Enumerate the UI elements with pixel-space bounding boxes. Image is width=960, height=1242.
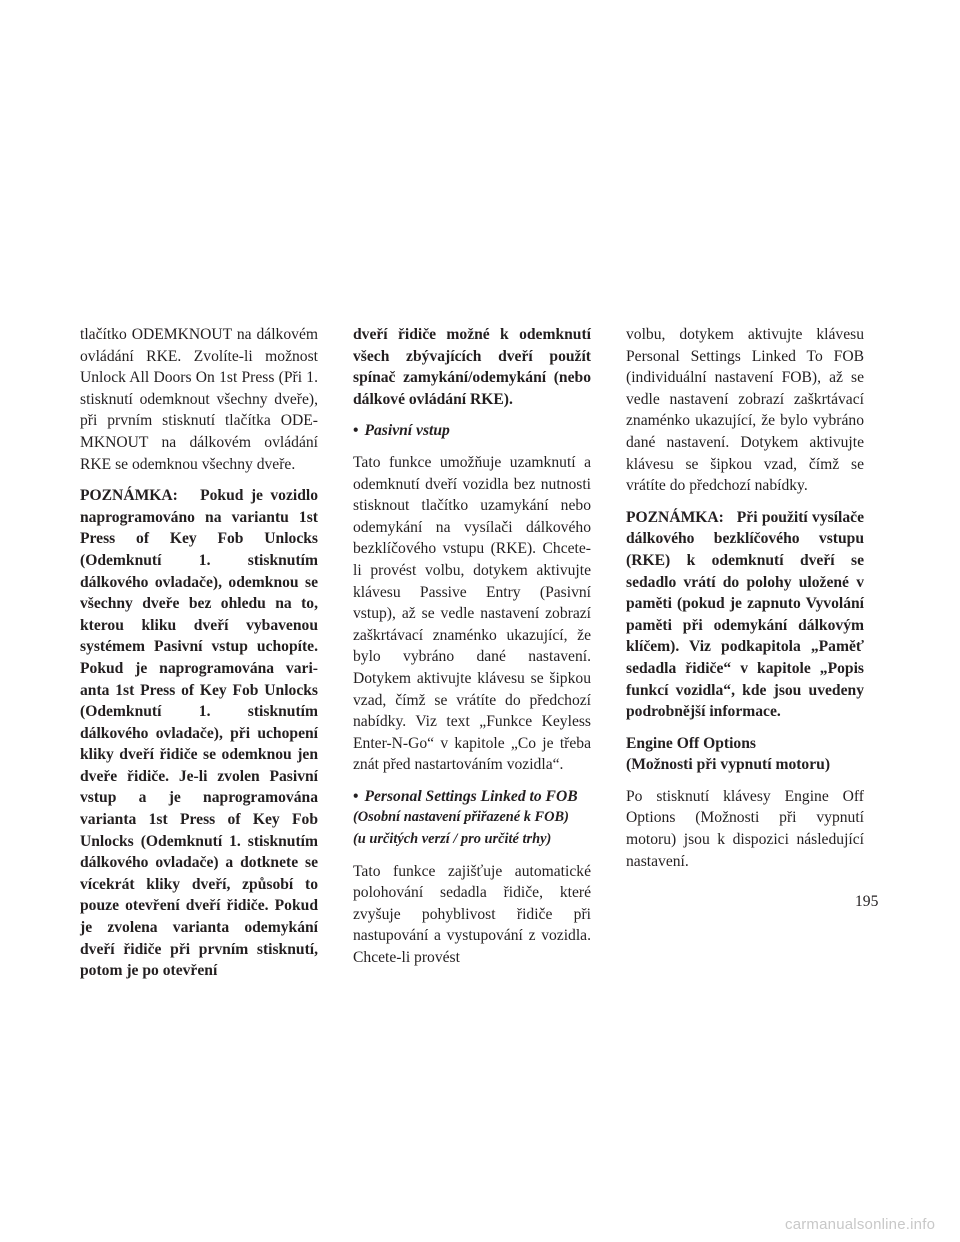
note-label: POZNÁMKA: <box>80 487 178 505</box>
bullet-title: Personal Settings Linked to FOB <box>364 787 578 805</box>
note-text: Při použití vysílače dálkového bezklíčového vstupu (RKE) k odemknutí dveří se sedadlo vrátí do polohy uložené v paměti (pokud je zapnuto Vyvolání paměti při odemykání dálkovým klíčem). Viz podkapitola „Paměť sedadla řidiče“ v kapitole „Popis funkcí vozidla“, kde jsou uvedeny podrobnější informace. <box>626 508 864 721</box>
note-label: POZNÁMKA: <box>626 508 724 526</box>
bullet-passive-entry <box>353 420 591 442</box>
bullet-dot-icon: • <box>353 787 359 805</box>
heading-line: Engine Off Options <box>626 734 756 752</box>
note-text: Pokud je vozidlo naprogramováno na variantu 1st Press of Key Fob Unlocks (Odemknutí 1. stisknutím dálkového ovladače), odemknou se všechny dveře bez ohledu na to, kterou kliku dveří vybavenou systémem Pasivní vstup uchopíte. Pokud je naprogramována varianta 1st Press of Key Fob Unlocks (Odemknutí 1. stisknutím dálkového ovladače), při uchopení kliky dveří řidiče se odemknou jen dveře řidiče. Je-li zvolen Pasivní vstup a je naprogramována varianta 1st Press of Key Fob Unlocks (Odemknutí 1. stisknutím dálkového ovladače) a dotknete se vícekrát kliky dveří, způsobí to pouze otevření dveří řidiče. Pokud je zvolena varianta odemykání dveří řidiče při prvním stisknutí, potom je po otevření <box>80 487 318 980</box>
page-number: 195 <box>855 893 879 910</box>
right-paragraph: volbu, dotykem aktivujte klávesu Personal Settings Linked To FOB (individuální nastavení FOB), až se vedle nastavení zobrazí zaškrtávací znaménko ukazující, že bylo vybráno dané nastavení. Dotykem aktivujte klávesu se šipkou vzad, čímž se vrátíte do předchozí nabídky. <box>626 326 864 495</box>
watermark: carmanualsonline.info <box>785 1216 936 1233</box>
bullet-subtitle: (Osobní nastavení přiřazené k FOB) <box>353 809 569 826</box>
left-paragraph: tlačítko ODEMKNOUT na dálkovém ovládání RKE. Zvolíte-li možnost Unlock All Doors On 1st Press (Při 1. stisknutí odemknout všechny dveře), při prvním stisknutí tlačítka ODEMKNOUT na dálkovém ovládání RKE se odemknou všechny dveře. <box>80 326 318 473</box>
passive-entry-text: Tato funkce umožňuje uzamknutí a odemknutí dveří vozidla bez nutnosti stisknout tlačítko uzamykání nebo odemykání na vysílači dálkového bezklíčového vstupu (RKE). Chcete-li provést volbu, dotykem aktivujte klávesu Passive Entry (Pasivní vstup), až se vedle nastavení zobrazí zaškrtávací znaménko ukazující, že bylo vybráno dané nastavení. Dotykem aktivujte klávesu se šipkou vzad, čímž se vrátíte do předchozí nabídky. Viz text „Funkce Keyless Enter-N-Go“ v kapitole „Co je třeba znát před nastartováním vozidla“. <box>353 453 591 774</box>
bullet-dot-icon: • <box>353 422 359 440</box>
left-note <box>80 485 318 982</box>
left-column <box>80 324 318 992</box>
middle-column <box>353 324 591 979</box>
note-continuation: dveří řidiče možné k odemknutí všech zbývajících dveří použít spínač zamykání/odemykání (nebo dálkové ovládání RKE). <box>353 326 591 408</box>
section-heading <box>626 733 864 776</box>
bullet-personal-settings <box>353 786 591 851</box>
personal-settings-text: Tato funkce zajišťuje automatické polohování sedadla řidiče, které zvyšuje pohyblivost řidiče při nastupování a vystupování z vozidla. Chcete-li provést <box>353 862 591 967</box>
bullet-subtitle: (u určitých verzí / pro určité trhy) <box>353 831 552 848</box>
bullet-title: Pasivní vstup <box>364 422 450 440</box>
engine-off-text: Po stisknutí klávesy Engine Off Options (Možnosti při vypnutí motoru) jsou k dispozici následující nastavení. <box>626 787 864 870</box>
heading-line: (Možnosti při vypnutí motoru) <box>626 756 831 774</box>
right-note <box>626 507 864 723</box>
right-column <box>626 324 864 882</box>
